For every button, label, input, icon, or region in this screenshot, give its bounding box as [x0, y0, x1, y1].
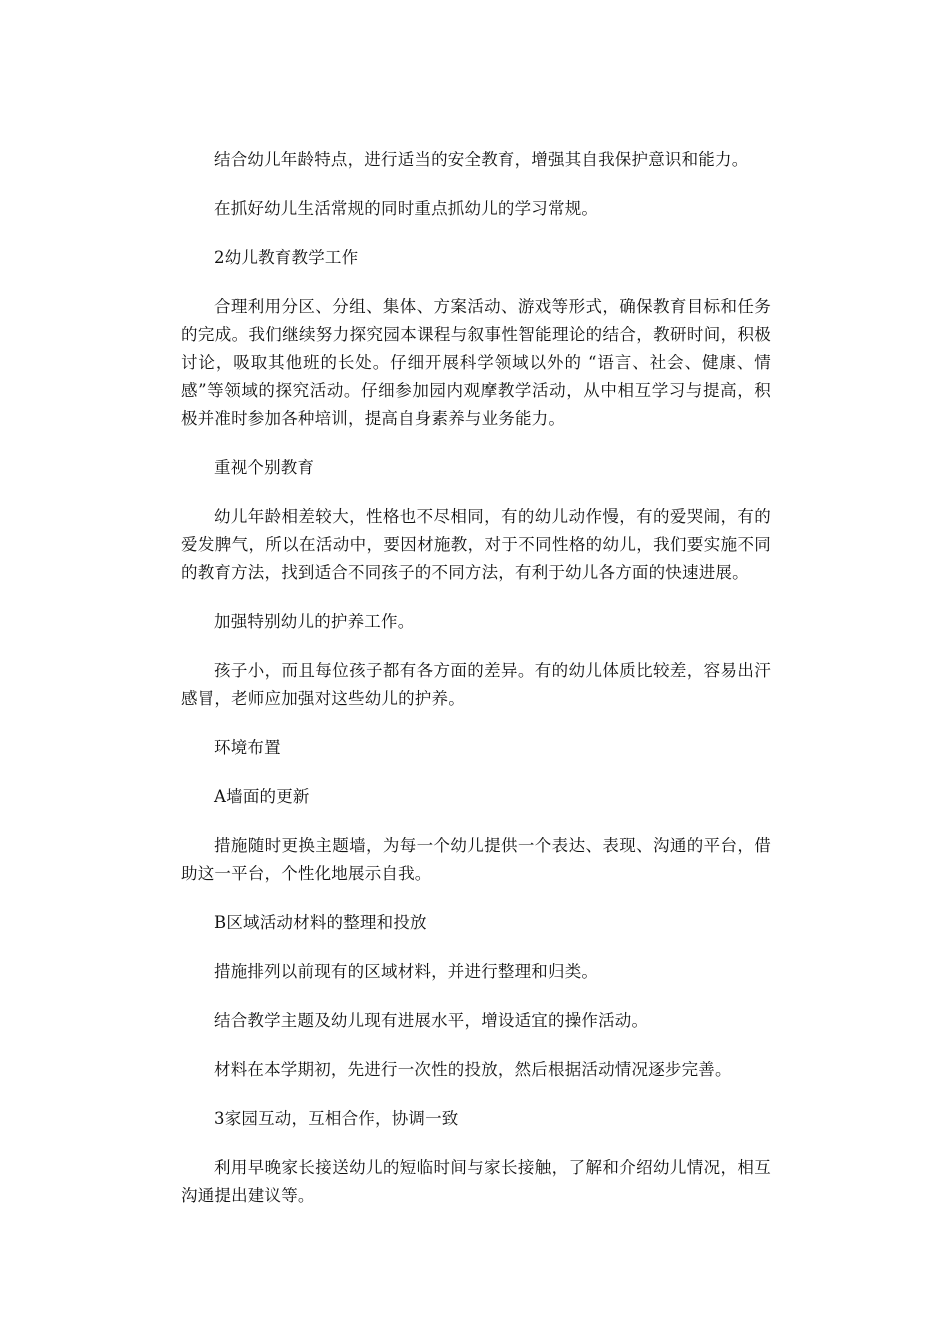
subheading-area-materials: B区域活动材料的整理和投放 — [214, 913, 427, 932]
section-heading-environment: 环境布置 — [214, 738, 281, 757]
paragraph-area-materials-activities: 结合教学主题及幼儿现有进展水平，增设适宜的操作活动。 — [214, 1011, 649, 1030]
paragraph-special-care: 孩子小，而且每位孩子都有各方面的差异。有的幼儿体质比较差，容易出汗感冒，老师应加强对这些幼儿的护养。 — [181, 661, 771, 708]
section-heading-special-care: 加强特别幼儿的护养工作。 — [214, 612, 415, 631]
paragraph-area-materials-sort: 措施排列以前现有的区域材料，并进行整理和归类。 — [214, 962, 599, 981]
paragraph-individual-education: 幼儿年龄相差较大，性格也不尽相同，有的幼儿动作慢，有的爱哭闹，有的爱发脾气，所以在活动中，要因材施教，对于不同性格的幼儿，我们要实施不同的教育方法，找到适合不同孩子的不同方法，有利于幼儿各方面的快速进展。 — [181, 507, 771, 582]
paragraph-home-school: 利用早晚家长接送幼儿的短临时间与家长接触，了解和介绍幼儿情况，相互沟通提出建议等。 — [181, 1158, 771, 1205]
paragraph-area-materials-placement: 材料在本学期初，先进行一次性的投放，然后根据活动情况逐步完善。 — [214, 1060, 732, 1079]
section-heading-home-school: 3家园互动，互相合作，协调一致 — [214, 1109, 459, 1128]
paragraph-wall-update: 措施随时更换主题墙，为每一个幼儿提供一个表达、表现、沟通的平台，借助这一平台，个性化地展示自我。 — [181, 836, 771, 883]
subheading-wall-update: A墙面的更新 — [214, 787, 310, 806]
section-heading-teaching-work: 2幼儿教育教学工作 — [214, 248, 359, 267]
section-heading-individual-education: 重视个别教育 — [214, 458, 315, 477]
paragraph-safety-education: 结合幼儿年龄特点，进行适当的安全教育，增强其自我保护意识和能力。 — [214, 150, 749, 169]
paragraph-teaching-methods: 合理利用分区、分组、集体、方案活动、游戏等形式，确保教育目标和任务的完成。我们继续努力探究园本课程与叙事性智能理论的结合，教研时间，积极讨论，吸取其他班的长处。仔细开展科学领域以外的 “语言、社会、健康、情感”等领域的探究活动。仔细参加园内观摩教学活动，从中相互学习与提高，积极并准时参加各种培训，提高自身素养与业务能力。 — [181, 297, 771, 428]
document-body — [181, 146, 771, 1231]
paragraph-learning-routine: 在抓好幼儿生活常规的同时重点抓幼儿的学习常规。 — [214, 199, 599, 218]
